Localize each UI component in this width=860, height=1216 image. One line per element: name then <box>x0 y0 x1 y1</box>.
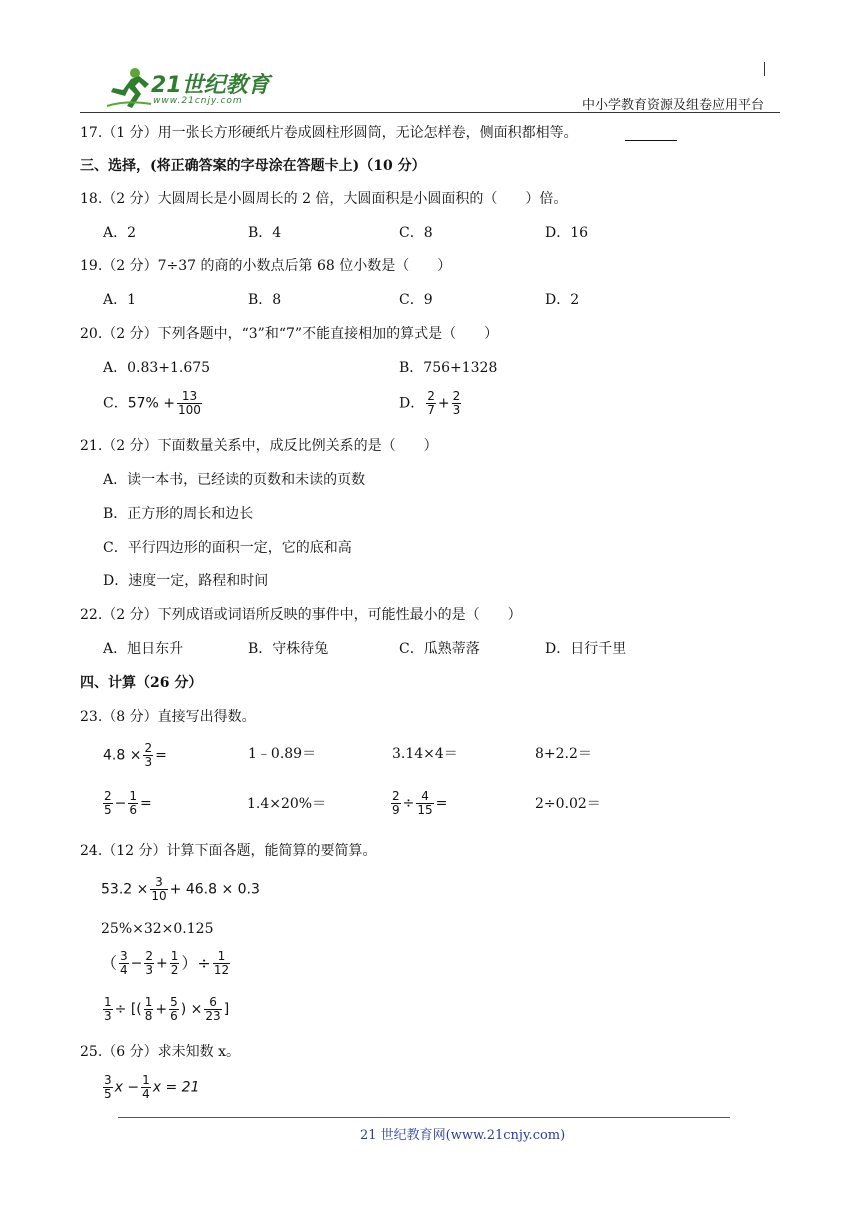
header-rule <box>80 112 780 113</box>
q24-expr-2: 25%×32×0.125 <box>101 921 214 937</box>
fraction: $\frac{13}{100}$ <box>178 389 201 417</box>
q22-option-a[interactable]: A．旭日东升 <box>103 641 184 657</box>
question-19: 19.（2 分）7÷37 的商的小数点后第 68 位小数是（ ） <box>80 258 452 274</box>
q18-option-d[interactable]: D．16 <box>545 225 589 241</box>
q23-item-3: 3.14×4＝ <box>392 746 458 762</box>
logo-title: 21世纪教育 <box>151 73 270 98</box>
q22-option-d[interactable]: D．日行千里 <box>545 641 627 657</box>
logo-url: www.21cnjy.com <box>153 96 243 106</box>
q20-option-d[interactable] <box>399 390 463 417</box>
footer-text: 21 世纪教育网(www.21cnjy.com) <box>360 1128 566 1143</box>
question-17-text: 17.（1 分）用一张长方形硬纸片卷成圆柱形圆筒，无论怎样卷，侧面积都相等。 <box>80 125 578 141</box>
q23-item-1: 4.8 × $\frac{2}{3}$ = <box>103 741 167 769</box>
q23-item-7: $\frac{2}{9}$ ÷ $\frac{4}{15}$ = <box>392 789 448 817</box>
operator: + <box>437 395 450 412</box>
q22-option-c[interactable]: C．瓜熟蒂落 <box>399 641 480 657</box>
q23-item-5: $\frac{2}{5}$ − $\frac{1}{6}$ = <box>104 789 152 817</box>
q24-expr-1: 53.2 × $\frac{3}{10}$ + 46.8 × 0.3 <box>101 875 260 903</box>
q20-option-c-expr: 57% + <box>127 395 176 412</box>
fraction: $\frac{2}{7}$ <box>427 389 435 417</box>
question-22: 22.（2 分）下列成语或词语所反映的事件中，可能性最小的是（ ） <box>80 607 522 623</box>
question-20: 20.（2 分）下列各题中，“3”和“7”不能直接相加的算式是（ ） <box>80 326 499 342</box>
q18-option-b[interactable]: B．4 <box>248 225 282 241</box>
q20-option-d-label: D． <box>399 395 425 412</box>
header-logo <box>105 66 275 112</box>
q22-option-b[interactable]: B．守株待兔 <box>248 641 329 657</box>
q21-option-c[interactable]: C．平行四边形的面积一定，它的底和高 <box>103 540 352 556</box>
question-24: 24.（12 分）计算下面各题，能简算的要简算。 <box>80 843 377 859</box>
q19-option-b[interactable]: B．8 <box>248 292 282 308</box>
q20-option-c[interactable] <box>103 390 204 417</box>
runner-logo-icon <box>105 66 153 110</box>
q21-option-d[interactable]: D．速度一定，路程和时间 <box>103 573 269 589</box>
fraction: $\frac{2}{3}$ <box>452 389 461 417</box>
q25-equation: $\frac{3}{5}$ x − $\frac{1}{4}$ x = 21 <box>104 1073 200 1101</box>
platform-name: 中小学教育资源及组卷应用平台 <box>582 98 765 113</box>
question-21: 21.（2 分）下面数量关系中，成反比例关系的是（ ） <box>80 438 438 454</box>
question-23: 23.（8 分）直接写出得数。 <box>80 709 256 725</box>
q19-option-c[interactable]: C．9 <box>399 292 433 308</box>
question-25: 25.（6 分）求未知数 x。 <box>80 1044 240 1060</box>
q20-option-b[interactable]: B．756+1328 <box>399 360 498 376</box>
q20-option-c-label: C． <box>103 395 128 412</box>
q24-expr-3: （ $\frac{3}{4}$ − $\frac{2}{3}$ + $\frac{1}{2}$ ）÷ $\frac{1}{12}$ <box>101 949 230 977</box>
footer-rule <box>118 1117 730 1118</box>
q19-option-a[interactable]: A．1 <box>103 292 137 308</box>
q23-item-2: 1﹣0.89＝ <box>248 746 317 762</box>
q24-expr-4: $\frac{1}{3}$ ÷ [( $\frac{1}{8}$ + $\frac{5}{6}$ ) × $\frac{6}{23}$ ] <box>104 995 230 1023</box>
q21-option-a[interactable]: A．读一本书，已经读的页数和未读的页数 <box>103 472 366 488</box>
q19-option-d[interactable]: D．2 <box>545 292 580 308</box>
question-17 <box>80 124 578 142</box>
section-3-title: 三、选择，(将正确答案的字母涂在答题卡上)（10 分） <box>80 158 426 174</box>
section-4-title: 四、计算（26 分） <box>80 675 203 691</box>
answer-blank-17[interactable] <box>625 140 677 141</box>
q18-option-c[interactable]: C．8 <box>399 225 433 241</box>
q18-option-a[interactable]: A．2 <box>103 225 137 241</box>
q23-item-6: 1.4×20%＝ <box>247 796 327 812</box>
q20-option-a[interactable]: A．0.83+1.675 <box>103 360 211 376</box>
header-cursor-mark <box>764 62 765 76</box>
q23-item-8: 2÷0.02＝ <box>535 796 601 812</box>
q23-item-4: 8+2.2＝ <box>535 746 592 762</box>
question-18: 18.（2 分）大圆周长是小圆周长的 2 倍，大圆面积是小圆面积的（ ）倍。 <box>80 191 568 207</box>
q21-option-b[interactable]: B．正方形的周长和边长 <box>103 506 254 522</box>
